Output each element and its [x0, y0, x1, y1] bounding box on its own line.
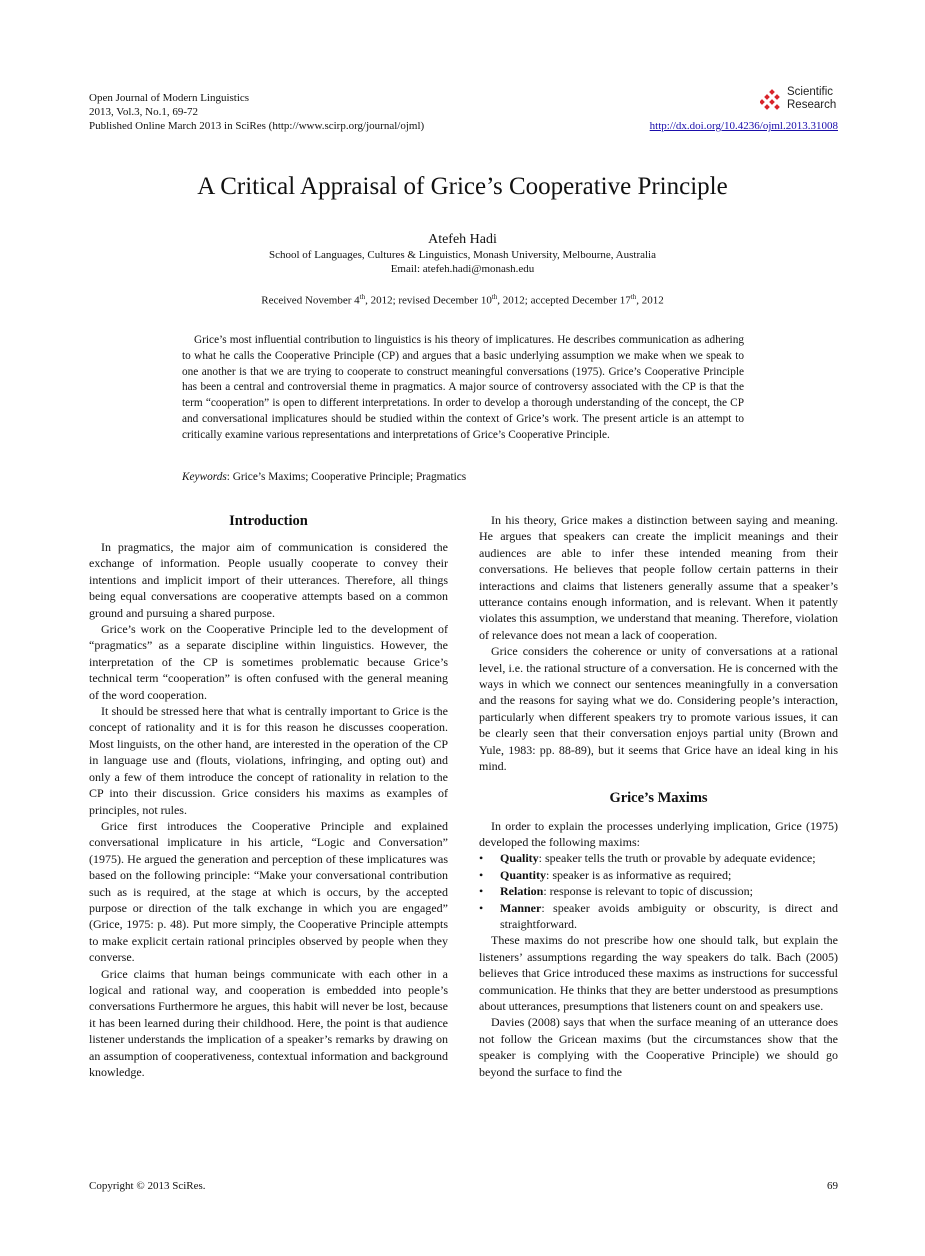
bullet-icon: • — [479, 867, 484, 882]
bullet-icon: • — [479, 884, 484, 899]
received-part: Received November 4 — [261, 294, 360, 307]
paragraph: Davies (2008) says that when the surface meaning of an utterance does not follow the Gricean maxims (but the circumstances show that the speaker is complying with the Cooperative Principle) we should go beyond the surface to find the — [479, 1015, 838, 1079]
maxim-text: : speaker avoids ambiguity or obscurity, is direct and straightforward. — [500, 900, 838, 931]
logo-line-1: Scientific — [787, 86, 834, 98]
maxim-name: Manner — [500, 900, 542, 915]
keywords-text: : Grice’s Maxims; Cooperative Principle; Pragmatics — [226, 471, 467, 483]
accepted-sup: th — [630, 293, 637, 301]
paragraph: In his theory, Grice makes a distinction between saying and meaning. He argues that speakers can create the implicit meanings and their audiences are able to infer these intended meaning from their conversations. He believes that people follow certain patterns in their interactions and claims that listeners generally assume that a speaker’s utterance contains enough information, and is relevant. When it patently violates this assumption, we understand that meaning. Therefore, violation of relevance does not mean a lack of cooperation. — [479, 513, 838, 642]
journal-header — [89, 91, 424, 133]
author-email: Email: atefeh.hadi@monash.edu — [390, 263, 535, 275]
published-online: Published Online March 2013 in SciRes (http://www.scirp.org/journal/ojml) — [89, 120, 425, 132]
paragraph: Grice claims that human beings communicate with each other in a logical and rational way, and cooperation is embedded into people’s conversations Furthermore he argues, this habit will never be lost, because it has been learned during their childhood. Here, the point is that audience listener understands the implication of a speaker’s remarks by drawing on an assumption of cooperativeness, contextual information and background knowledge. — [89, 966, 448, 1079]
copyright: Copyright © 2013 SciRes. — [89, 1180, 206, 1192]
paragraph: These maxims do not prescribe how one should talk, but explain the listeners’ assumptions regarding the way speakers do talk. Bach (2005) believes that Grice introduced these maxims as instructions for successful communication. He thinks that they are better understood as presumptions about utterances, presumptions that listeners count on and speakers use. — [479, 933, 838, 1013]
paragraph: In order to explain the processes underlying implication, Grice (1975) developed the following maxims: — [479, 818, 838, 849]
keywords — [182, 470, 466, 485]
maxim-text: : response is relevant to topic of discussion; — [543, 884, 753, 899]
author-name: Atefeh Hadi — [428, 232, 497, 247]
bullet-icon: • — [479, 900, 484, 915]
journal-name: Open Journal of Modern Linguistics — [89, 92, 250, 104]
list-item — [479, 883, 838, 899]
maxim-name: Quantity — [500, 867, 547, 882]
list-item — [479, 850, 838, 866]
bullet-icon: • — [479, 851, 484, 866]
maxim-name: Relation — [500, 884, 544, 899]
maxim-text: : speaker tells the truth or provable by adequate evidence; — [538, 851, 816, 866]
paragraph: In pragmatics, the major aim of communication is considered the exchange of information. People usually cooperate to convey their intentions and implicit import of their utterances. Therefore, all things being equal conversations are cooperative attempts based on a common ground and pursuing a shared purpose. — [89, 540, 448, 620]
article-title: A Critical Appraisal of Grice’s Cooperative Principle — [197, 173, 728, 200]
scientific-research-logo-icon — [760, 89, 784, 113]
doi-link[interactable]: http://dx.doi.org/10.4236/ojml.2013.31008 — [649, 120, 838, 132]
publisher-logo — [760, 86, 842, 116]
right-column — [479, 512, 838, 1080]
left-column — [89, 512, 448, 1080]
journal-volume: 2013, Vol.3, No.1, 69-72 — [89, 106, 198, 118]
logo-text — [787, 86, 836, 112]
section-heading-grices-maxims: Grice’s Maxims — [609, 789, 708, 806]
keywords-label: Keywords — [182, 471, 227, 483]
maxims-list — [479, 850, 838, 932]
paragraph: It should be stressed here that what is centrally important to Grice is the concept of rationality and it is for this reason he discusses cooperation. Most linguists, on the other hand, are interested in the operation of the CP in language use and (flouts, violations, infringing, and opting out) and only a few of them introduce the concept of rationality in relation to the CP into their discussion. Grice considers his maxims as examples of principles, not rules. — [89, 704, 448, 817]
year-part: , 2012 — [636, 294, 664, 307]
received-dates — [0, 290, 925, 308]
revised-sup: th — [491, 293, 498, 301]
list-item — [479, 867, 838, 883]
accepted-part: , 2012; accepted December 17 — [497, 294, 631, 307]
revised-part: , 2012; revised December 10 — [365, 294, 492, 307]
page-number: 69 — [827, 1180, 838, 1192]
list-item — [479, 900, 838, 933]
paragraph: Grice’s work on the Cooperative Principle led to the development of “pragmatics” as a separate discipline within linguistics. However, the interpretation of the CP is sometimes problematic because Grice’s technical term “cooperation” is often confused with the general meaning of the word cooperation. — [89, 622, 448, 702]
maxim-text: : speaker is as informative as required; — [546, 867, 732, 882]
abstract: Grice’s most influential contribution to linguistics is his theory of implicatures. He describes communication as adhering to what he calls the Cooperative Principle (CP) and argues that a basic underlying assumption we make when we speak to one another is that we are trying to cooperate to construct meaningful conversations (1975). Grice’s Cooperative Principle has been a central and controversial theme in pragmatics. A major source of controversy associated with the CP is that the term “cooperation” is open to different interpretations. In order to develop a thorough understanding of the concept, the CP and conversational implicatures should be studied within the context of Grice’s work. The present article is an attempt to critically examine various representations and interpretations of Grice’s Cooperative Principle. — [182, 334, 744, 441]
received-sup: th — [359, 293, 366, 301]
author-affiliation: School of Languages, Cultures & Linguistics, Monash University, Melbourne, Australia — [269, 249, 656, 261]
maxim-name: Quality — [500, 851, 539, 866]
paragraph: Grice considers the coherence or unity of conversations at a rational level, i.e. the rational structure of a conversation. He is concerned with the ways in which we connect our sentences meaningfully in a conversation and the reasons for saying what we do. Considering people’s interaction, particularly when different speakers try to promote various issues, it can be clearly seen that their conversation enjoys partial unity (Brown and Yule, 1983: pp. 88-89), but it seems that Grice have an ideal king in his mind. — [479, 644, 838, 774]
paragraph: Grice first introduces the Cooperative Principle and explained conversational implicature in his article, “Logic and Conversation” (1975). He argued the generation and perception of these implicatures was based on the following principle: “Make your conversational contribution such as is required, at the stage at which is occurs, by the accepted purpose or direction of the talk exchange in which you are engaged” (Grice, 1975: p. 48). Put more simply, the Cooperative Principle attempts to make explicit certain rational principles observed by people when they converse. — [89, 818, 448, 965]
logo-line-2: Research — [787, 99, 837, 111]
section-heading-introduction: Introduction — [229, 513, 308, 529]
